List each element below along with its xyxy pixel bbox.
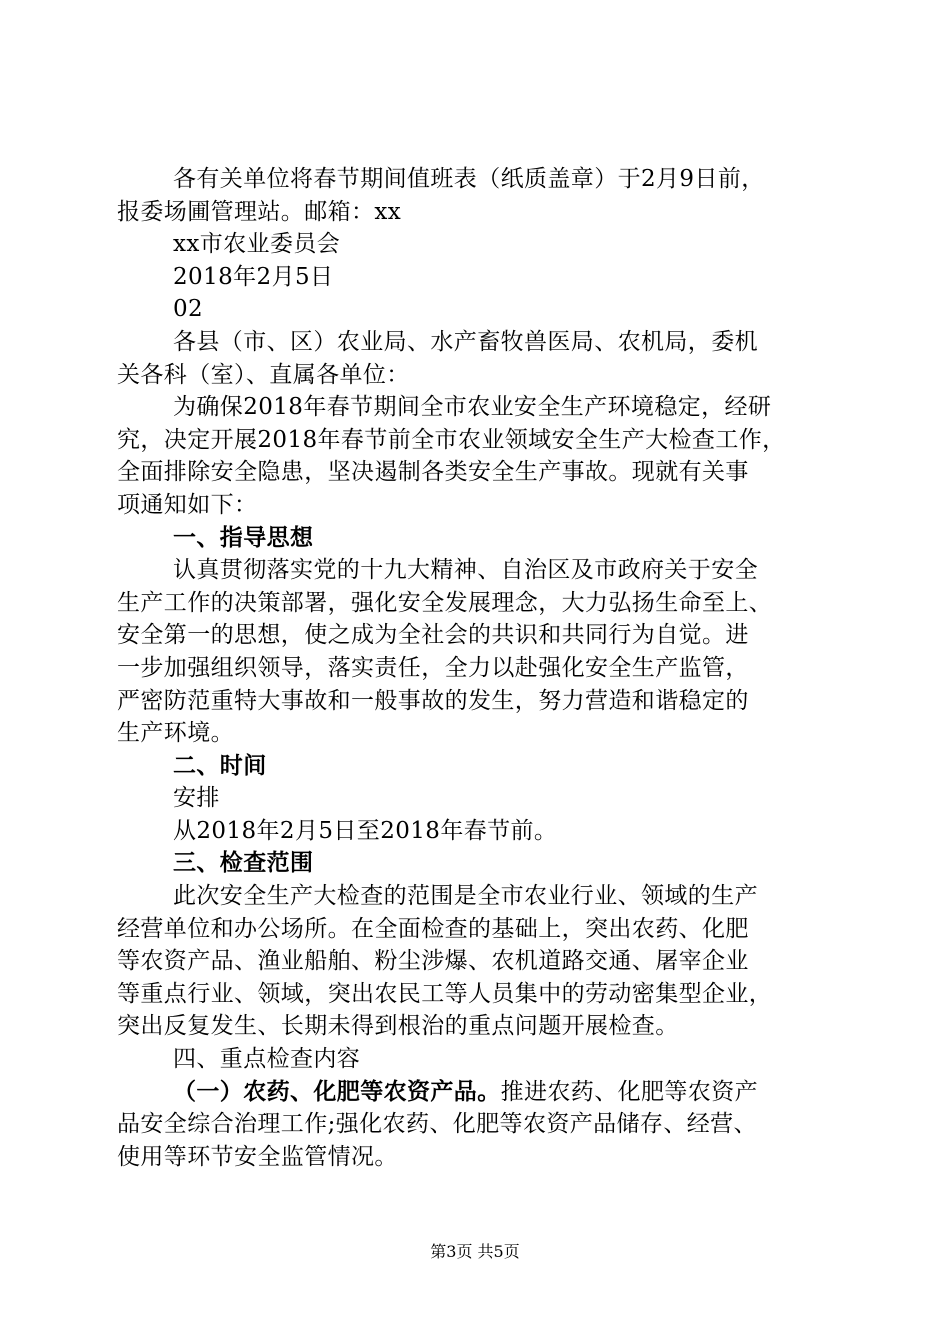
- section-heading: 一、指导思想: [173, 523, 314, 551]
- issue-date: 2018年2月5日: [173, 263, 334, 290]
- issuer-name: xx市农业委员会: [173, 231, 341, 258]
- text-line: 全面排除安全隐患，坚决遏制各类安全生产事故。现就有关事: [117, 459, 749, 486]
- text-line: 等农资产品、渔业船舶、粉尘涉爆、农机道路交通、屠宰企业: [117, 948, 749, 975]
- text-line: 经营单位和办公场所。在全面检查的基础上，突出农药、化肥: [117, 915, 749, 942]
- text-line: 突出反复发生、长期未得到根治的重点问题开展检查。: [117, 1013, 679, 1040]
- section-heading: 三、检查范围: [173, 849, 314, 877]
- text-line: 安排: [173, 785, 220, 812]
- text-line: [117, 1076, 852, 1109]
- subsection-text: 推进农药、化肥等农资产: [500, 1078, 759, 1105]
- text-line: 报委场圃管理站。邮箱：xx: [117, 198, 402, 225]
- text-line: 为确保2018年春节期间全市农业安全生产环境稳定，经研: [173, 394, 772, 421]
- text-line: 等重点行业、领域，突出农民工等人员集中的劳动密集型企业，: [117, 980, 773, 1007]
- section-number: 02: [173, 296, 204, 323]
- text-line: 此次安全生产大检查的范围是全市农业行业、领域的生产: [173, 883, 758, 910]
- text-line: 严密防范重特大事故和一般事故的发生，努力营造和谐稳定的: [117, 687, 749, 714]
- text-line: 一步加强组织领导，落实责任，全力以赴强化安全生产监管，: [117, 654, 749, 681]
- text-line: 品安全综合治理工作;强化农药、化肥等农资产品储存、经营、: [117, 1111, 757, 1138]
- subsection-heading: （一）农药、化肥等农资产品。: [173, 1077, 501, 1105]
- text-line: 认真贯彻落实党的十九大精神、自治区及市政府关于安全: [173, 557, 758, 584]
- section-heading: 二、时间: [173, 751, 267, 779]
- addressee-line: 各县（市、区）农业局、水产畜牧兽医局、农机局，委机: [173, 328, 758, 355]
- document-body: [117, 163, 852, 1173]
- text-line: 项通知如下：: [117, 491, 258, 518]
- text-line: 究，决定开展2018年春节前全市农业领域安全生产大检查工作，: [117, 426, 786, 453]
- addressee-line: 关各科（室）、直属各单位：: [117, 361, 410, 388]
- text-line: 各有关单位将春节期间值班表（纸质盖章）于2月9日前，: [173, 166, 765, 192]
- text-line: 使用等环节安全监管情况。: [117, 1143, 398, 1170]
- text-line: 从2018年2月5日至2018年春节前。: [173, 817, 558, 844]
- section-heading: 四、重点检查内容: [173, 1046, 361, 1073]
- text-line: 生产工作的决策部署，强化安全发展理念，大力弘扬生命至上、: [117, 589, 773, 616]
- text-line: 安全第一的思想，使之成为全社会的共识和共同行为自觉。进: [117, 622, 749, 649]
- page-footer: 第3页 共5页: [430, 1242, 520, 1261]
- text-line: 生产环境。: [117, 720, 234, 747]
